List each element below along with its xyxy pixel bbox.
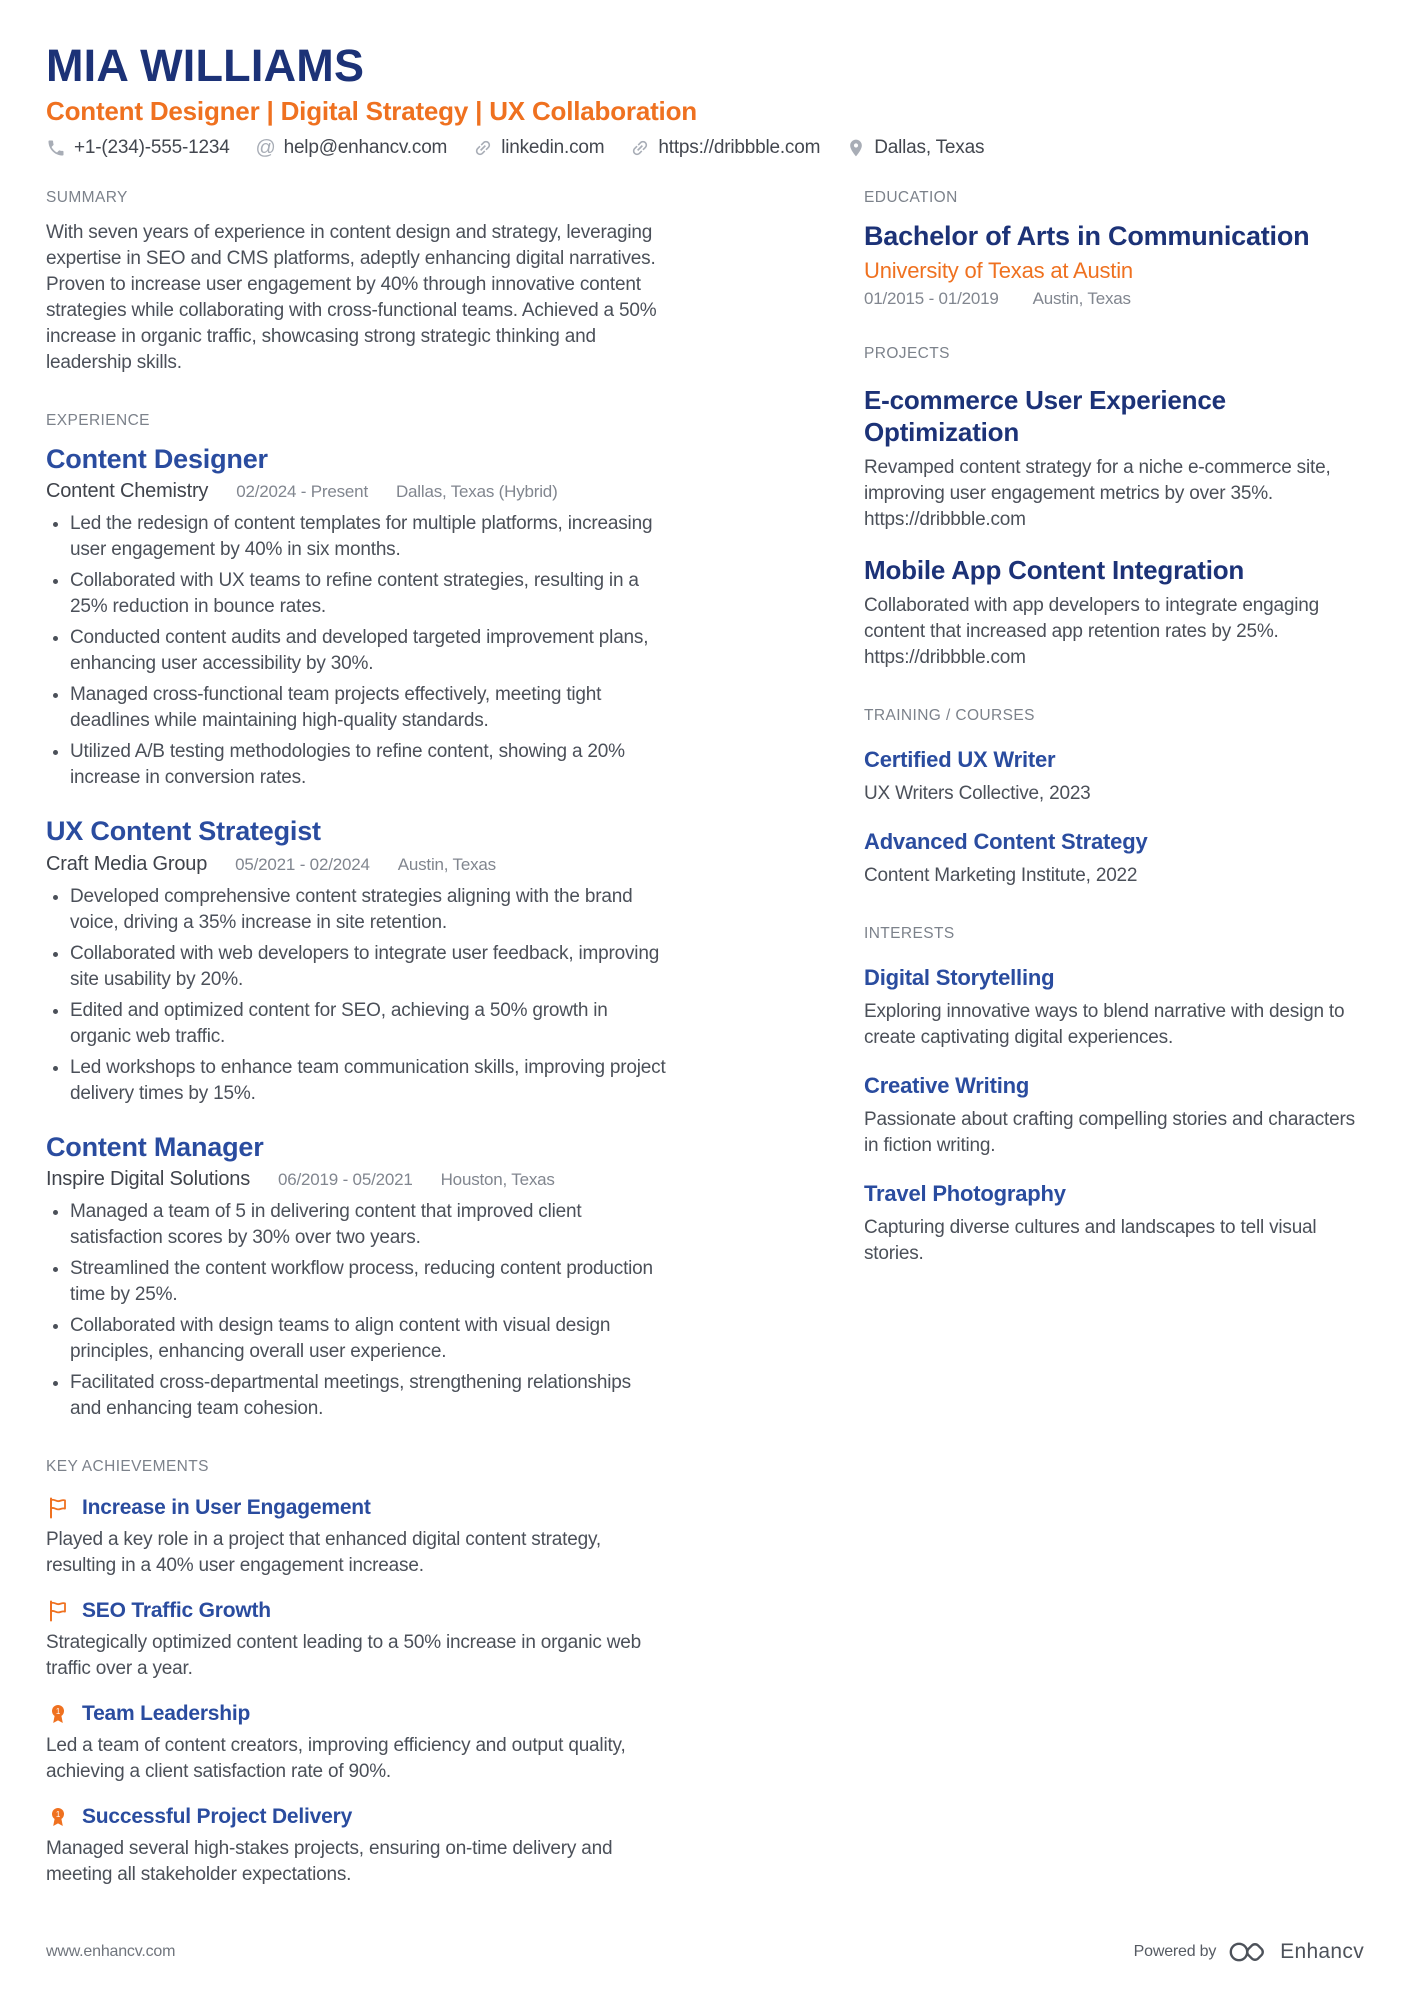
bullet: • Utilized A/B testing methodologies to refine content, showing a 20% increase in conversion rates. xyxy=(70,739,666,791)
bullet: • Led workshops to enhance team communication skills, improving project delivery times by 15%. xyxy=(70,1055,666,1107)
section-label-achievements: KEY ACHIEVEMENTS xyxy=(46,1458,209,1476)
achievement-head xyxy=(46,1496,666,1520)
degree-title: Bachelor of Arts in Communication xyxy=(864,221,1310,252)
left-column xyxy=(46,189,666,1888)
achievement-title: Increase in User Engagement xyxy=(82,1496,371,1520)
course-provider: UX Writers Collective, 2023 xyxy=(864,782,1091,804)
company-name: Content Chemistry xyxy=(46,480,209,503)
interest-title: Travel Photography xyxy=(864,1180,1066,1206)
training-section xyxy=(864,707,1364,889)
contact-linkedin-text: linkedin.com xyxy=(501,137,605,159)
page-footer xyxy=(46,1939,1364,1965)
job-dates: 02/2024 - Present xyxy=(236,482,368,502)
course-item xyxy=(864,829,1364,889)
job-meta xyxy=(46,1168,666,1191)
school-name: University of Texas at Austin xyxy=(864,258,1133,284)
experience-entry xyxy=(46,443,666,791)
interest-text: Passionate about crafting compelling stories and characters in fiction writing. xyxy=(864,1108,1355,1156)
course-item xyxy=(864,747,1364,807)
achievement-head xyxy=(46,1702,666,1726)
company-name: Inspire Digital Solutions xyxy=(46,1168,250,1191)
headline: Content Designer | Digital Strategy | UX Collaboration xyxy=(46,95,697,126)
bullet: • Managed a team of 5 in delivering content that improved client satisfaction scores by 30% over two years. xyxy=(70,1199,666,1251)
medal-icon xyxy=(46,1702,70,1726)
flag-icon xyxy=(46,1496,70,1520)
link-icon xyxy=(473,138,493,158)
interest-text: Exploring innovative ways to blend narrative with design to create captivating digital experiences. xyxy=(864,1000,1345,1048)
person-name: MIA WILLIAMS xyxy=(46,40,365,91)
job-dates: 06/2019 - 05/2021 xyxy=(278,1170,413,1190)
achievement-title: Team Leadership xyxy=(82,1702,251,1726)
bullet: • Conducted content audits and developed targeted improvement plans, enhancing user accessibility by 30%. xyxy=(70,625,666,677)
contact-location xyxy=(846,137,984,159)
footer-site-url: www.enhancv.com xyxy=(46,1943,176,1960)
job-location: Austin, Texas xyxy=(397,854,496,874)
bullet: • Led the redesign of content templates for multiple platforms, increasing user engagement by 40% in six months. xyxy=(70,511,666,563)
job-meta xyxy=(46,853,666,876)
interest-item xyxy=(864,965,1364,1051)
section-label-training: TRAINING / COURSES xyxy=(864,706,1035,724)
experience-entry xyxy=(46,815,666,1106)
contact-location-text: Dallas, Texas xyxy=(874,137,985,159)
achievement-item xyxy=(46,1599,666,1682)
course-title: Advanced Content Strategy xyxy=(864,828,1148,854)
job-location: Houston, Texas xyxy=(440,1170,555,1190)
interest-item xyxy=(864,1073,1364,1159)
achievement-text: Led a team of content creators, improving efficiency and output quality, achieving a client satisfaction rate of 90%. xyxy=(46,1735,626,1783)
bullet: • Managed cross-functional team projects effectively, meeting tight deadlines while maintaining high-quality standards. xyxy=(70,682,666,734)
experience-entry xyxy=(46,1131,666,1422)
bullet: • Edited and optimized content for SEO, achieving a 50% growth in organic web traffic. xyxy=(70,998,666,1050)
achievement-title: Successful Project Delivery xyxy=(82,1805,353,1829)
achievement-text: Played a key role in a project that enhanced digital content strategy, resulting in a 40% user engagement increase. xyxy=(46,1529,601,1577)
interest-text: Capturing diverse cultures and landscapes to tell visual stories. xyxy=(864,1216,1317,1264)
company-name: Craft Media Group xyxy=(46,852,208,875)
achievement-item xyxy=(46,1496,666,1579)
achievement-head xyxy=(46,1599,666,1623)
location-icon xyxy=(846,138,866,158)
contact-phone[interactable] xyxy=(46,137,230,159)
project-text: Revamped content strategy for a niche e-commerce site, improving user engagement metrics by over 35%. https://dribbble.com xyxy=(864,456,1331,530)
flag-icon xyxy=(46,1599,70,1623)
section-label-interests: INTERESTS xyxy=(864,924,955,942)
section-label-summary: SUMMARY xyxy=(46,189,128,207)
job-bullets xyxy=(46,511,666,791)
job-title: Content Manager xyxy=(46,1131,264,1162)
bullet: • Collaborated with design teams to align content with visual design principles, enhancing overall user experience. xyxy=(70,1313,666,1365)
projects-section xyxy=(864,345,1364,670)
job-bullets xyxy=(46,1199,666,1422)
powered-by-badge xyxy=(1134,1939,1364,1965)
resume-header xyxy=(46,42,1364,159)
summary-section xyxy=(46,189,666,376)
education-dates: 01/2015 - 01/2019 xyxy=(864,289,999,309)
education-meta xyxy=(864,289,1364,309)
job-title: UX Content Strategist xyxy=(46,816,321,847)
contact-phone-text: +1-(234)-555-1234 xyxy=(74,137,230,159)
interests-section xyxy=(864,925,1364,1267)
bullet: • Developed comprehensive content strategies aligning with the brand voice, driving a 35% increase in site retention. xyxy=(70,884,666,936)
achievements-section xyxy=(46,1458,666,1888)
education-section xyxy=(864,189,1364,309)
interest-title: Creative Writing xyxy=(864,1072,1030,1098)
contact-linkedin[interactable] xyxy=(473,137,604,159)
achievement-item xyxy=(46,1702,666,1785)
experience-section xyxy=(46,412,666,1422)
achievement-item xyxy=(46,1805,666,1888)
interest-item xyxy=(864,1181,1364,1267)
project-item xyxy=(864,555,1364,671)
contact-email-text: help@enhancv.com xyxy=(283,137,448,159)
summary-text: With seven years of experience in content design and strategy, leveraging expertise in SEO and CMS platforms, adeptly enhancing digital narratives. Proven to increase user engagement by 40% through innovative content strategies while collaborating with cross-functional teams. Achieved a 50% increase in organic traffic, showcasing strong strategic thinking and leadership skills. xyxy=(46,222,657,374)
bullet: • Collaborated with UX teams to refine content strategies, resulting in a 25% reduction in bounce rates. xyxy=(70,568,666,620)
job-bullets xyxy=(46,884,666,1107)
link-icon xyxy=(630,138,650,158)
achievement-text: Managed several high-stakes projects, ensuring on-time delivery and meeting all stakeholder expectations. xyxy=(46,1838,613,1886)
svg-text:1: 1 xyxy=(55,1707,61,1717)
section-label-experience: EXPERIENCE xyxy=(46,412,150,430)
phone-icon xyxy=(46,138,66,158)
course-title: Certified UX Writer xyxy=(864,746,1056,772)
contact-portfolio[interactable] xyxy=(630,137,820,159)
bullet: • Collaborated with web developers to integrate user feedback, improving site usability by 20%. xyxy=(70,941,666,993)
course-provider: Content Marketing Institute, 2022 xyxy=(864,864,1138,886)
achievement-text: Strategically optimized content leading to a 50% increase in organic web traffic over a year. xyxy=(46,1632,642,1680)
section-label-education: EDUCATION xyxy=(864,189,958,207)
bullet: • Streamlined the content workflow process, reducing content production time by 25%. xyxy=(70,1256,666,1308)
svg-text:1: 1 xyxy=(55,1810,61,1820)
achievement-head xyxy=(46,1805,666,1829)
enhancv-brand-name: Enhancv xyxy=(1280,1940,1364,1963)
contact-email[interactable] xyxy=(256,137,448,159)
project-item xyxy=(864,385,1364,532)
enhancv-logo-icon xyxy=(1228,1939,1268,1965)
project-title: Mobile App Content Integration xyxy=(864,554,1245,585)
job-location: Dallas, Texas (Hybrid) xyxy=(395,482,558,502)
resume-body xyxy=(46,189,1364,1888)
bullet: • Facilitated cross-departmental meetings, strengthening relationships and enhancing team cohesion. xyxy=(70,1370,666,1422)
job-meta xyxy=(46,480,666,503)
right-column xyxy=(864,189,1364,1888)
job-dates: 05/2021 - 02/2024 xyxy=(235,854,370,874)
achievement-title: SEO Traffic Growth xyxy=(82,1599,271,1623)
section-label-projects: PROJECTS xyxy=(864,345,950,363)
contact-row xyxy=(46,137,1364,159)
project-text: Collaborated with app developers to integrate engaging content that increased app retention rates by 25%. https://dribbble.com xyxy=(864,594,1320,668)
medal-icon xyxy=(46,1805,70,1829)
project-title: E-commerce User Experience Optimization xyxy=(864,385,1226,448)
powered-by-label: Powered by xyxy=(1133,1943,1217,1960)
at-icon: @ xyxy=(255,137,276,160)
education-location: Austin, Texas xyxy=(1032,289,1131,309)
interest-title: Digital Storytelling xyxy=(864,964,1055,990)
contact-portfolio-text: https://dribbble.com xyxy=(658,137,821,159)
job-title: Content Designer xyxy=(46,444,268,475)
